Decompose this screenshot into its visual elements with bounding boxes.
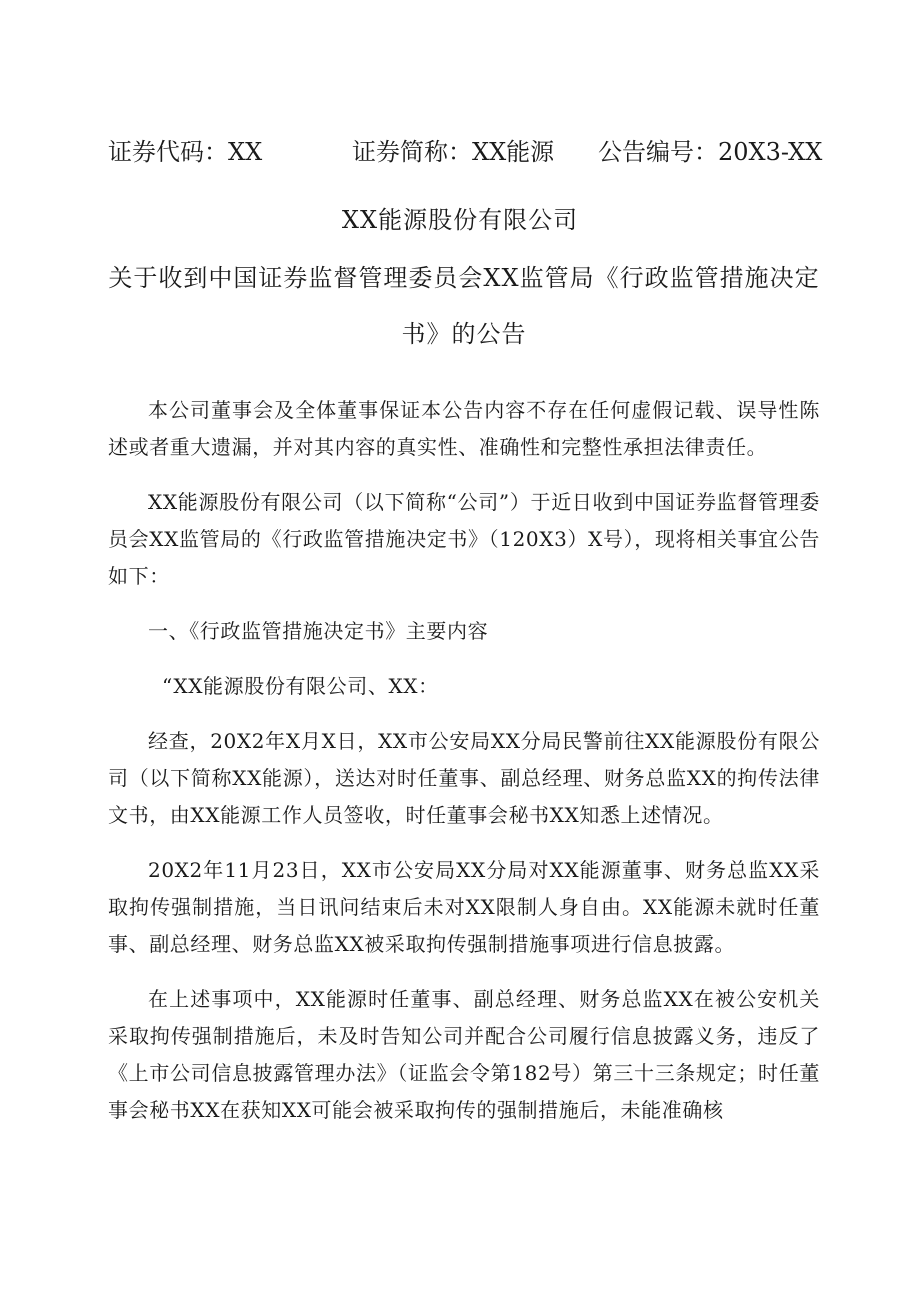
paragraph-disclaimer: 本公司董事会及全体董事保证本公告内容不存在任何虚假记载、误导性陈述或者重大遗漏，并对其内容的真实性、准确性和完整性承担法律责任。 [108, 398, 820, 459]
stock-abbreviation: 证券简称：XX能源 [352, 138, 555, 166]
announcement-number: 公告编号：20X3-XX [598, 138, 823, 166]
paragraph-intro: XX能源股份有限公司（以下简称“公司”）于近日收到中国证券监督管理委员会XX监管局的《行政监管措施决定书》（120X3）X号），现将相关事宜公告如下： [108, 490, 820, 588]
stock-code: 证券代码：XX [108, 138, 263, 166]
announcement-title: 关于收到中国证券监督管理委员会XX监管局《行政监管措施决定书》的公告 [108, 264, 820, 348]
paragraph-investigation: 经查，20X2年X月X日，XX市公安局XX分局民警前往XX能源股份有限公司（以下简称XX能源），送达对时任董事、副总经理、财务总监XX的拘传法律文书，由XX能源工作人员签收，时任董事会秘书XX知悉上述情况。 [108, 729, 820, 827]
section-heading: 一、《行政监管措施决定书》主要内容 [148, 619, 489, 643]
paragraph-measures: 20X2年11月23日，XX市公安局XX分局对XX能源董事、财务总监XX采取拘传强制措施，当日讯问结束后未对XX限制人身自由。XX能源未就时任董事、副总经理、财务总监XX被采取拘传强制措施事项进行信息披露。 [108, 858, 820, 956]
paragraph-violation: 在上述事项中，XX能源时任董事、副总经理、财务总监XX在被公安机关采取拘传强制措施后，未及时告知公司并配合公司履行信息披露义务，违反了《上市公司信息披露管理办法》（证监会令第182号）第三十三条规定；时任董事会秘书XX在获知XX可能会被采取拘传的强制措施后，未能准确核 [108, 987, 820, 1122]
announcement-body [108, 392, 820, 1147]
company-name: XX能源股份有限公司 [341, 206, 579, 234]
paragraph-addressee: “XX能源股份有限公司、XX： [162, 674, 439, 698]
announcement-header [108, 134, 823, 170]
